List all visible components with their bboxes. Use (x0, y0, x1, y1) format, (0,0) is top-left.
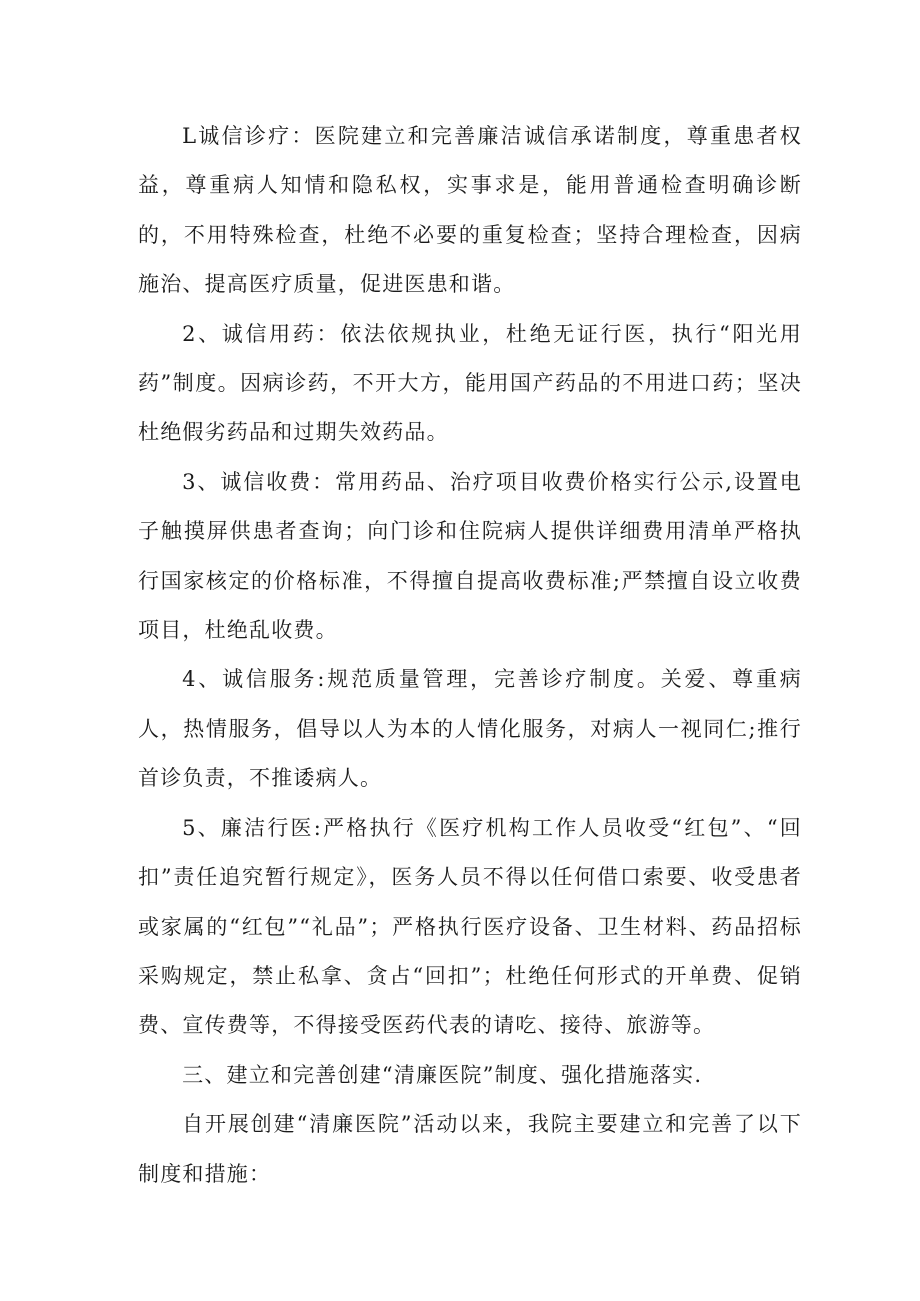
section-heading-three: 三、建立和完善创建“清廉医院”制度、强化措施落实. (182, 1062, 703, 1087)
paragraph-clean-practice: 5、廉洁行医:严格执行《医疗机构工作人员收受“红包”、“回扣”责任追究暂行规定》，医务人员不得以任何借口索要、收受患者或家属的“红包”“礼品”；严格执行医疗设备、卫生材料、药品招标采购规定，禁止私拿、贪占“回扣”；杜绝任何形式的开单费、促销费、宣传费等，不得接受医药代表的请吃、接待、旅游等。 (138, 815, 802, 1038)
paragraph-honest-diagnosis: L诚信诊疗：医院建立和完善廉洁诚信承诺制度，尊重患者权益，尊重病人知情和隐私权，实事求是，能用普通检查明确诊断的，不用特殊检查，杜绝不必要的重复检查；坚持合理检查，因病施治、提高医疗质量，促进医患和谐。 (138, 124, 802, 297)
paragraph-honest-charging: 3、诚信收费：常用药品、治疗项目收费价格实行公示,设置电子触摸屏供患者查询；向门诊和住院病人提供详细费用清单严格执行国家核定的价格标准，不得擅自提高收费标准;严禁擅自设立收费项目，杜绝乱收费。 (138, 469, 802, 643)
paragraph-honest-medication: 2、诚信用药：依法依规执业，杜绝无证行医，执行“阳光用药”制度。因病诊药，不开大方，能用国产药品的不用进口药；坚决杜绝假劣药品和过期失效药品。 (138, 321, 802, 445)
document-body (138, 112, 802, 1199)
paragraph-intro-measures: 自开展创建“清廉医院”活动以来，我院主要建立和完善了以下制度和措施： (138, 1112, 802, 1186)
paragraph-honest-service: 4、诚信服务:规范质量管理，完善诊疗制度。关爱、尊重病人，热情服务，倡导以人为本的人情化服务，对病人一视同仁;推行首诊负责，不推诿病人。 (138, 667, 802, 791)
